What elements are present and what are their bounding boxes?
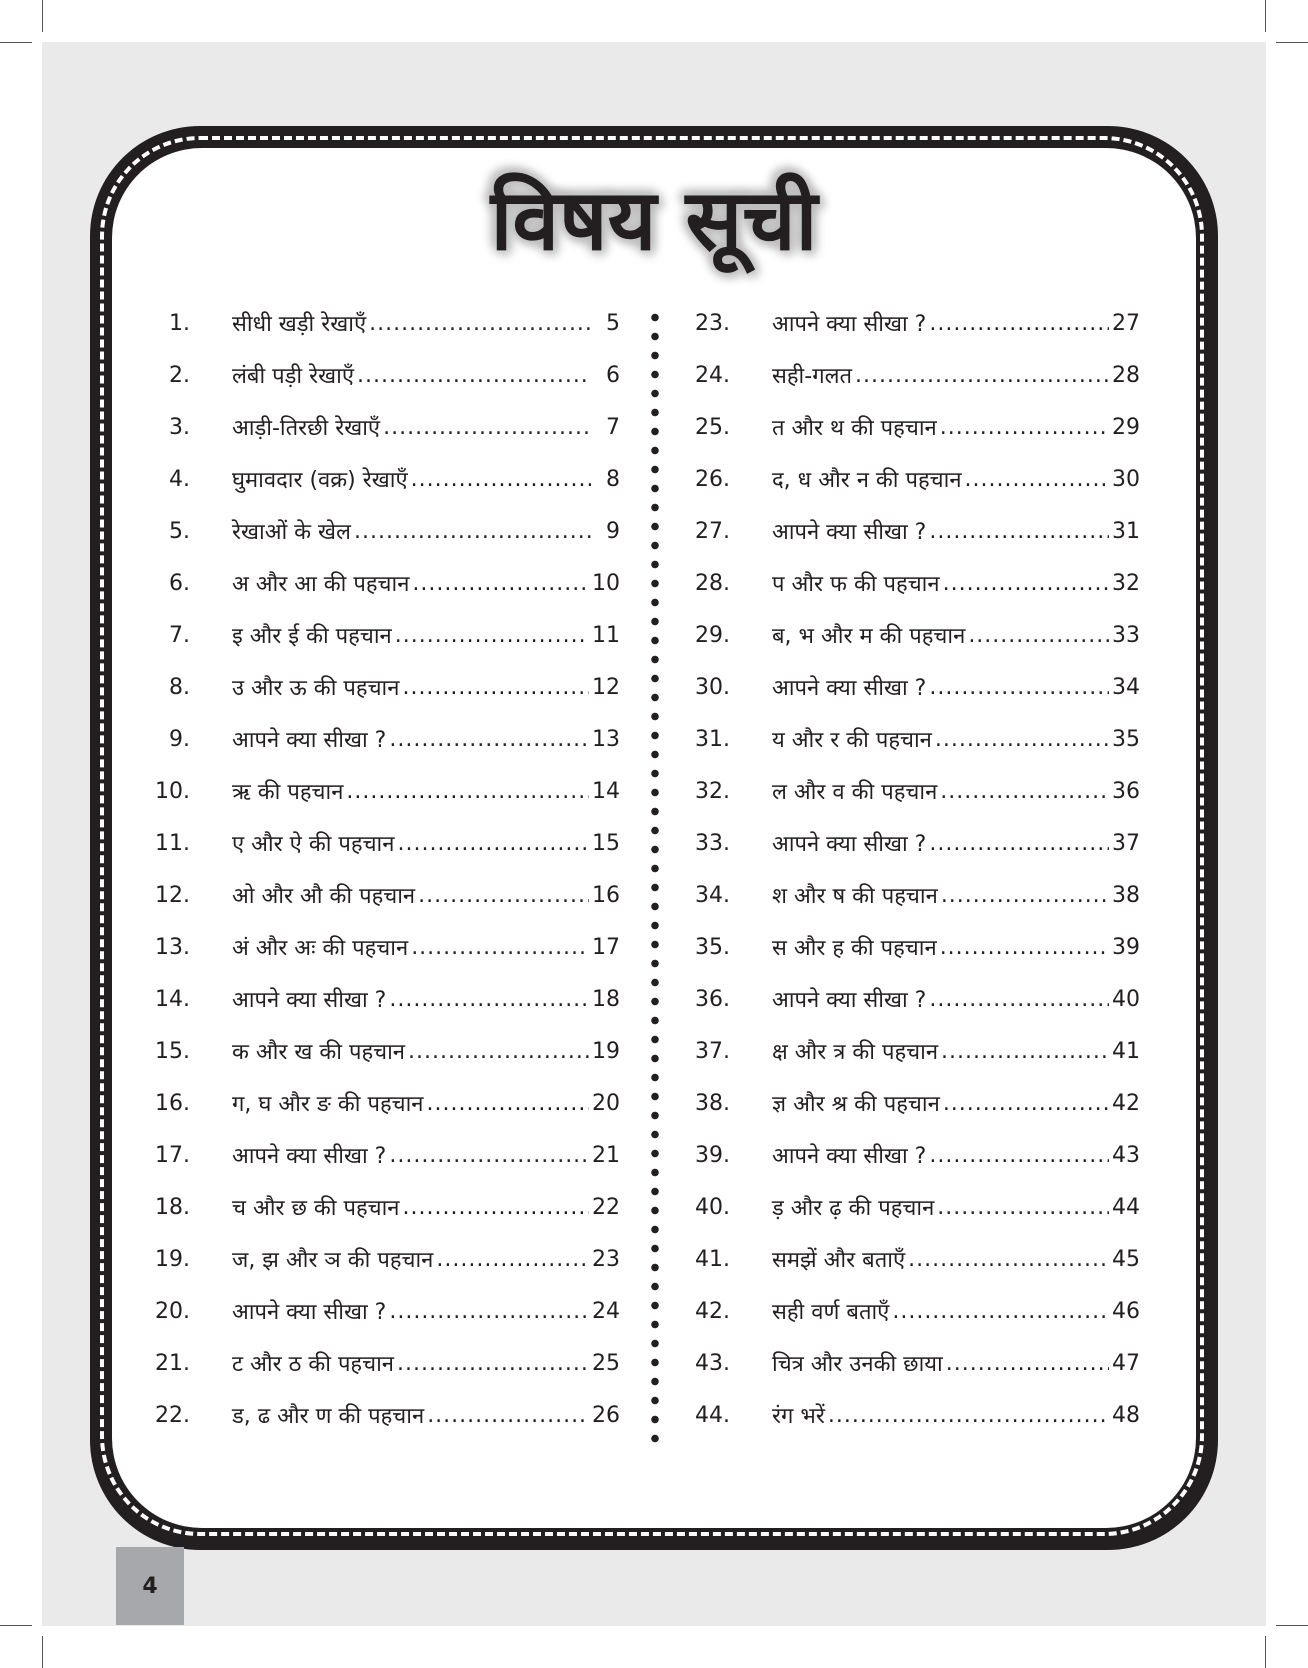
toc-entry-page: 27: [1112, 310, 1140, 336]
toc-entry-title: य और र की पहचान: [772, 728, 932, 753]
toc-entry-page: 46: [1112, 1298, 1140, 1324]
toc-entry-page: 13: [592, 726, 620, 752]
toc-entry-page: 44: [1112, 1194, 1140, 1220]
dot-leader: [427, 1403, 589, 1428]
dot-leader: [943, 571, 1109, 596]
toc-entry: [680, 1129, 1140, 1181]
crop-mark: [1265, 1636, 1266, 1668]
toc-entry-number: 35.: [695, 934, 730, 960]
toc-entry: [140, 921, 620, 973]
toc-entry-page: 31: [1112, 518, 1140, 544]
toc-entry-number: 12.: [155, 882, 190, 908]
toc-entry: [140, 1389, 620, 1441]
toc-entry-number: 44.: [695, 1402, 730, 1428]
toc-entry: [680, 713, 1140, 765]
toc-entry-page: 7: [606, 414, 620, 440]
toc-entry: [680, 401, 1140, 453]
toc-entry-page: 23: [592, 1246, 620, 1272]
toc-entry-page: 42: [1112, 1090, 1140, 1116]
dot-leader: [357, 363, 591, 388]
toc-entry-number: 28.: [695, 570, 730, 596]
toc-entry-number: 7.: [169, 622, 190, 648]
toc-entry-number: 5.: [169, 518, 190, 544]
dot-leader: [389, 727, 589, 752]
toc-entry-page: 11: [592, 622, 620, 648]
crop-mark: [0, 42, 32, 43]
toc-entry-number: 16.: [155, 1090, 190, 1116]
page-title: विषय सूची: [490, 171, 818, 269]
toc-entry-number: 33.: [695, 830, 730, 856]
toc-entry-number: 34.: [695, 882, 730, 908]
toc-entry-number: 6.: [169, 570, 190, 596]
toc-entry-page: 43: [1112, 1142, 1140, 1168]
toc-entry-page: 45: [1112, 1246, 1140, 1272]
toc-entry: [140, 609, 620, 661]
toc-entry: [140, 713, 620, 765]
dot-leader: [411, 467, 591, 492]
toc-entry-page: 15: [592, 830, 620, 856]
dot-leader: [940, 779, 1109, 804]
toc-entry: [680, 817, 1140, 869]
toc-entry: [140, 765, 620, 817]
dot-leader: [389, 987, 589, 1012]
crop-mark: [42, 0, 43, 32]
dot-leader: [369, 311, 591, 336]
toc-entry-title: द, ध और न की पहचान: [772, 468, 962, 493]
toc-entry-page: 25: [592, 1350, 620, 1376]
toc-entry-title: आपने क्या सीखा ?: [772, 676, 927, 701]
toc-entry-number: 19.: [155, 1246, 190, 1272]
toc-entry-page: 41: [1112, 1038, 1140, 1064]
toc-entry-title: आपने क्या सीखा ?: [772, 1144, 927, 1169]
toc-entry-number: 27.: [695, 518, 730, 544]
dot-leader: [418, 883, 589, 908]
toc-entry: [140, 1337, 620, 1389]
dot-leader: [855, 363, 1109, 388]
toc-entry-title: लंबी पड़ी रेखाएँ: [232, 364, 354, 389]
toc-entry-number: 24.: [695, 362, 730, 388]
toc-entry-page: 18: [592, 986, 620, 1012]
dot-leader: [397, 1351, 589, 1376]
toc-entry-title: ड़ और ढ़ की पहचान: [772, 1196, 935, 1221]
dot-leader: [397, 831, 589, 856]
dot-leader: [940, 415, 1109, 440]
dot-leader: [929, 519, 1109, 544]
toc-entry-page: 12: [592, 674, 620, 700]
dot-leader: [929, 311, 1109, 336]
dot-leader: [411, 935, 589, 960]
toc-entry: [140, 1233, 620, 1285]
dot-leader: [941, 883, 1109, 908]
crop-mark: [0, 1625, 32, 1626]
toc-entry-page: 6: [606, 362, 620, 388]
crop-mark: [42, 1636, 43, 1668]
dot-leader: [395, 623, 589, 648]
dot-leader: [828, 1403, 1109, 1428]
toc-entry: [680, 921, 1140, 973]
toc-entry-number: 39.: [695, 1142, 730, 1168]
dot-leader: [929, 831, 1109, 856]
toc-entry: [140, 817, 620, 869]
toc-entry-number: 10.: [155, 778, 190, 804]
dot-leader: [892, 1299, 1109, 1324]
toc-entry-page: 5: [606, 310, 620, 336]
toc-entry: [140, 453, 620, 505]
toc-entry: [680, 1025, 1140, 1077]
toc-entry-page: 9: [606, 518, 620, 544]
dot-leader: [412, 571, 589, 596]
toc-entry: [680, 557, 1140, 609]
page-number-tab: [116, 1547, 184, 1625]
dot-leader: [389, 1143, 589, 1168]
dot-leader: [943, 1091, 1109, 1116]
toc-entry-number: 37.: [695, 1038, 730, 1064]
toc-entry-page: 19: [592, 1038, 620, 1064]
toc-entry-page: 48: [1112, 1402, 1140, 1428]
toc-left-column: [140, 297, 620, 1441]
toc-entry-number: 30.: [695, 674, 730, 700]
toc-entry: [140, 1025, 620, 1077]
toc-entry-title: ट और ठ की पहचान: [232, 1352, 394, 1377]
toc-entry: [140, 1129, 620, 1181]
toc-entry-title: प और फ की पहचान: [772, 572, 940, 597]
toc-entry-title: क्ष और त्र की पहचान: [772, 1040, 939, 1065]
toc-entry-title: ल और व की पहचान: [772, 780, 938, 805]
toc-entry-title: ब, भ और म की पहचान: [772, 624, 966, 649]
toc-entry-title: ए और ऐ की पहचान: [232, 832, 395, 857]
toc-entry: [680, 765, 1140, 817]
toc-entry-number: 15.: [155, 1038, 190, 1064]
toc-entry-number: 40.: [695, 1194, 730, 1220]
toc-entry-number: 36.: [695, 986, 730, 1012]
toc-entry: [140, 973, 620, 1025]
toc-entry-number: 11.: [155, 830, 190, 856]
toc-entry-page: 35: [1112, 726, 1140, 752]
toc-entry-page: 33: [1112, 622, 1140, 648]
toc-entry-title: सीधी खड़ी रेखाएँ: [232, 312, 367, 337]
toc-entry-page: 17: [592, 934, 620, 960]
toc-entry-title: च और छ की पहचान: [232, 1196, 400, 1221]
dot-leader: [436, 1247, 589, 1272]
toc-entry: [140, 661, 620, 713]
toc-entry: [140, 297, 620, 349]
toc-entry-page: 29: [1112, 414, 1140, 440]
toc-entry-page: 24: [592, 1298, 620, 1324]
toc-entry-page: 21: [592, 1142, 620, 1168]
toc-entry-title: रंग भरें: [772, 1404, 825, 1429]
toc-right-column: [680, 297, 1140, 1441]
toc-entry-title: आपने क्या सीखा ?: [232, 1144, 387, 1169]
dot-leader: [941, 1039, 1109, 1064]
toc-entry: [140, 1181, 620, 1233]
toc-entry: [140, 349, 620, 401]
toc-entry-number: 42.: [695, 1298, 730, 1324]
toc-entry-title: ज्ञ और श्र की पहचान: [772, 1092, 940, 1117]
toc-entry-number: 23.: [695, 310, 730, 336]
toc-entry-title: श और ष की पहचान: [772, 884, 938, 909]
toc-entry: [140, 557, 620, 609]
toc-entry-title: आपने क्या सीखा ?: [772, 520, 927, 545]
toc-entry: [680, 1233, 1140, 1285]
dot-leader: [908, 1247, 1109, 1272]
toc-entry-number: 1.: [169, 310, 190, 336]
dot-leader: [937, 1195, 1109, 1220]
toc-entry-title: ज, झ और ञ की पहचान: [232, 1248, 434, 1273]
toc-entry-number: 26.: [695, 466, 730, 492]
toc-entry-number: 32.: [695, 778, 730, 804]
toc-entry-page: 14: [592, 778, 620, 804]
toc-entry-title: घुमावदार (वक्र) रेखाएँ: [232, 468, 408, 493]
toc-entry-page: 40: [1112, 986, 1140, 1012]
toc-entry-number: 29.: [695, 622, 730, 648]
toc-entry-title: उ और ऊ की पहचान: [232, 676, 400, 701]
toc-entry: [680, 1337, 1140, 1389]
dot-leader: [402, 675, 589, 700]
toc-entry-number: 18.: [155, 1194, 190, 1220]
dot-leader: [389, 1299, 589, 1324]
dot-leader: [408, 1039, 589, 1064]
crop-mark: [1265, 0, 1266, 32]
toc-entry-number: 8.: [169, 674, 190, 700]
toc-entry: [680, 661, 1140, 713]
toc-entry-page: 32: [1112, 570, 1140, 596]
toc-entry-title: आपने क्या सीखा ?: [232, 728, 387, 753]
toc-entry-title: ड, ढ और ण की पहचान: [232, 1404, 425, 1429]
dot-leader: [354, 519, 591, 544]
toc-entry: [680, 505, 1140, 557]
dot-leader: [968, 623, 1109, 648]
page-number: 4: [142, 1573, 158, 1599]
toc-entry-page: 10: [592, 570, 620, 596]
toc-entry-page: 20: [592, 1090, 620, 1116]
dot-leader: [427, 1091, 589, 1116]
toc-entry: [680, 1389, 1140, 1441]
toc-entry-number: 25.: [695, 414, 730, 440]
toc-entry-title: आपने क्या सीखा ?: [772, 832, 927, 857]
toc-entry: [680, 1285, 1140, 1337]
toc-entry-number: 9.: [169, 726, 190, 752]
toc-entry-title: आपने क्या सीखा ?: [772, 988, 927, 1013]
toc-entry: [680, 1077, 1140, 1129]
dot-leader: [929, 987, 1109, 1012]
toc-entry-number: 13.: [155, 934, 190, 960]
toc-entry-number: 31.: [695, 726, 730, 752]
toc-entry-page: 39: [1112, 934, 1140, 960]
toc-entry-title: ओ और औ की पहचान: [232, 884, 416, 909]
dot-leader: [383, 415, 591, 440]
toc-entry-number: 22.: [155, 1402, 190, 1428]
toc-entry: [140, 1077, 620, 1129]
dot-leader: [403, 1195, 589, 1220]
toc-entry-title: आपने क्या सीखा ?: [232, 1300, 387, 1325]
toc-entry: [680, 973, 1140, 1025]
toc-entry-page: 38: [1112, 882, 1140, 908]
crop-mark: [1276, 1625, 1308, 1626]
toc-entry: [680, 1181, 1140, 1233]
toc-entry-number: 20.: [155, 1298, 190, 1324]
toc-entry-number: 4.: [169, 466, 190, 492]
toc-entry-page: 8: [606, 466, 620, 492]
toc-entry-page: 36: [1112, 778, 1140, 804]
toc-entry-title: त और थ की पहचान: [772, 416, 937, 441]
toc-entry: [680, 609, 1140, 661]
toc-entry-number: 43.: [695, 1350, 730, 1376]
toc-entry: [680, 297, 1140, 349]
toc-entry-title: रेखाओं के खेल: [232, 520, 351, 545]
toc-entry-number: 2.: [169, 362, 190, 388]
toc-entry-page: 16: [592, 882, 620, 908]
toc-entry: [680, 869, 1140, 921]
dot-leader: [346, 779, 589, 804]
dot-leader: [929, 675, 1109, 700]
toc-entry-title: आड़ी-तिरछी रेखाएँ: [232, 416, 381, 441]
dot-leader: [965, 467, 1109, 492]
crop-mark: [1276, 42, 1308, 43]
toc-entry-number: 21.: [155, 1350, 190, 1376]
toc-entry-number: 17.: [155, 1142, 190, 1168]
toc-entry-number: 3.: [169, 414, 190, 440]
toc-entry-page: 34: [1112, 674, 1140, 700]
toc-entry-page: 26: [592, 1402, 620, 1428]
toc-entry-title: ग, घ और ङ की पहचान: [232, 1092, 424, 1117]
dot-leader: [935, 727, 1109, 752]
toc-entry-title: आपने क्या सीखा ?: [772, 312, 927, 337]
toc-entry-page: 22: [592, 1194, 620, 1220]
toc-entry-page: 28: [1112, 362, 1140, 388]
toc-entry-title: सही-गलत: [772, 364, 853, 389]
toc-entry: [140, 869, 620, 921]
dot-leader: [940, 935, 1109, 960]
toc-entry-page: 37: [1112, 830, 1140, 856]
toc-entry: [140, 1285, 620, 1337]
toc-entry-title: स और ह की पहचान: [772, 936, 937, 961]
toc-entry: [140, 505, 620, 557]
toc-entry: [140, 401, 620, 453]
toc-entry-title: क और ख की पहचान: [232, 1040, 406, 1065]
toc-entry-title: आपने क्या सीखा ?: [232, 988, 387, 1013]
toc-entry-title: ऋ की पहचान: [232, 780, 344, 805]
toc-entry: [680, 349, 1140, 401]
toc-entry-title: अं और अः की पहचान: [232, 936, 409, 961]
toc-entry-title: इ और ई की पहचान: [232, 624, 392, 649]
toc-entry-title: चित्र और उनकी छाया: [772, 1352, 943, 1377]
toc-entry-title: समझें और बताएँ: [772, 1248, 906, 1273]
toc-entry-number: 41.: [695, 1246, 730, 1272]
dot-leader: [946, 1351, 1109, 1376]
toc-entry-page: 30: [1112, 466, 1140, 492]
toc-entry-page: 47: [1112, 1350, 1140, 1376]
toc-entry-number: 38.: [695, 1090, 730, 1116]
column-divider: [650, 308, 660, 1446]
toc-entry-title: सही वर्ण बताएँ: [772, 1300, 890, 1325]
dot-leader: [929, 1143, 1109, 1168]
toc-entry-number: 14.: [155, 986, 190, 1012]
toc-entry: [680, 453, 1140, 505]
toc-entry-title: अ और आ की पहचान: [232, 572, 410, 597]
